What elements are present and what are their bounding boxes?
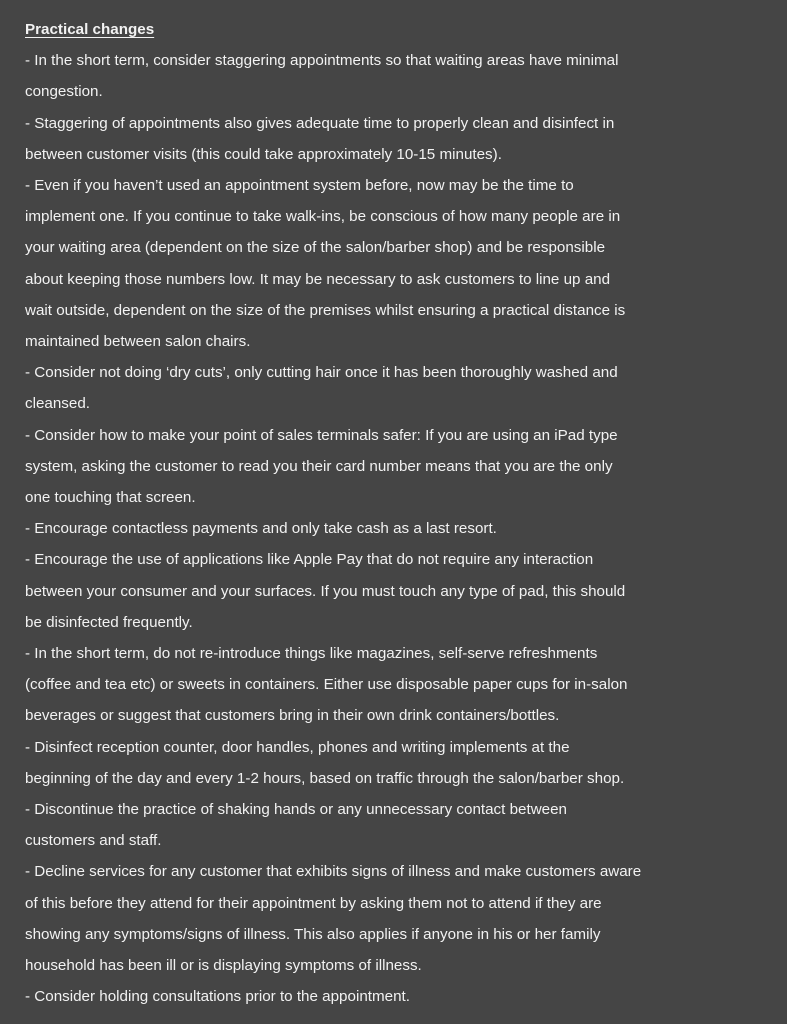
text-line: - Disinfect reception counter, door handles, phones and writing implements at the [25,738,570,756]
text-line: wait outside, dependent on the size of the premises whilst ensuring a practical distance is [25,301,626,319]
text-line: - Encourage contactless payments and only take cash as a last resort. [25,520,497,538]
text-line: - Even if you haven’t used an appointment system before, now may be the time to [25,177,574,195]
text-line: - Discontinue the practice of shaking hands or any unnecessary contact between [25,801,568,819]
text-line: about keeping those numbers low. It may be necessary to ask customers to line up and [25,270,611,288]
text-line: household has been ill or is displaying symptoms of illness. [25,957,422,975]
text-line: - Decline services for any customer that exhibits signs of illness and make customers aware [25,863,642,881]
text-line: congestion. [25,83,103,101]
text-line: maintained between salon chairs. [25,333,251,351]
text-line: one touching that screen. [25,489,196,507]
text-line: be disinfected frequently. [25,613,193,631]
text-line: - In the short term, do not re-introduce things like magazines, self-serve refreshments [25,645,598,663]
text-line: customers and staff. [25,832,162,850]
section-title: Practical changes [25,21,155,38]
text-line: - Encourage the use of applications like Apple Pay that do not require any interaction [25,551,594,569]
text-line: - Consider not doing ‘dry cuts’, only cutting hair once it has been thoroughly washed and [25,364,618,382]
text-line: showing any symptoms/signs of illness. This also applies if anyone in his or her family [25,925,601,943]
text-line: of this before they attend for their appointment by asking them not to attend if they are [25,894,602,912]
text-line: implement one. If you continue to take walk-ins, be conscious of how many people are in [25,208,621,226]
text-line: beginning of the day and every 1-2 hours, based on traffic through the salon/barber shop. [25,769,625,787]
text-line: cleansed. [25,395,91,413]
text-line: - Consider how to make your point of sales terminals safer: If you are using an iPad type [25,426,618,444]
text-line: - In the short term, consider staggering appointments so that waiting areas have minimal [25,52,619,70]
body-text [25,45,787,1012]
text-line: (coffee and tea etc) or sweets in containers. Either use disposable paper cups for in-salon [25,676,628,694]
text-line: beverages or suggest that customers bring in their own drink containers/bottles. [25,707,560,725]
text-line: system, asking the customer to read you their card number means that you are the only [25,457,613,475]
text-line: between your consumer and your surfaces. If you must touch any type of pad, this should [25,582,626,600]
text-line: your waiting area (dependent on the size of the salon/barber shop) and be responsible [25,239,606,257]
text-line: - Staggering of appointments also gives adequate time to properly clean and disinfect in [25,114,615,132]
text-line: - Consider holding consultations prior to the appointment. [25,988,410,1006]
text-line: between customer visits (this could take approximately 10-15 minutes). [25,145,502,163]
